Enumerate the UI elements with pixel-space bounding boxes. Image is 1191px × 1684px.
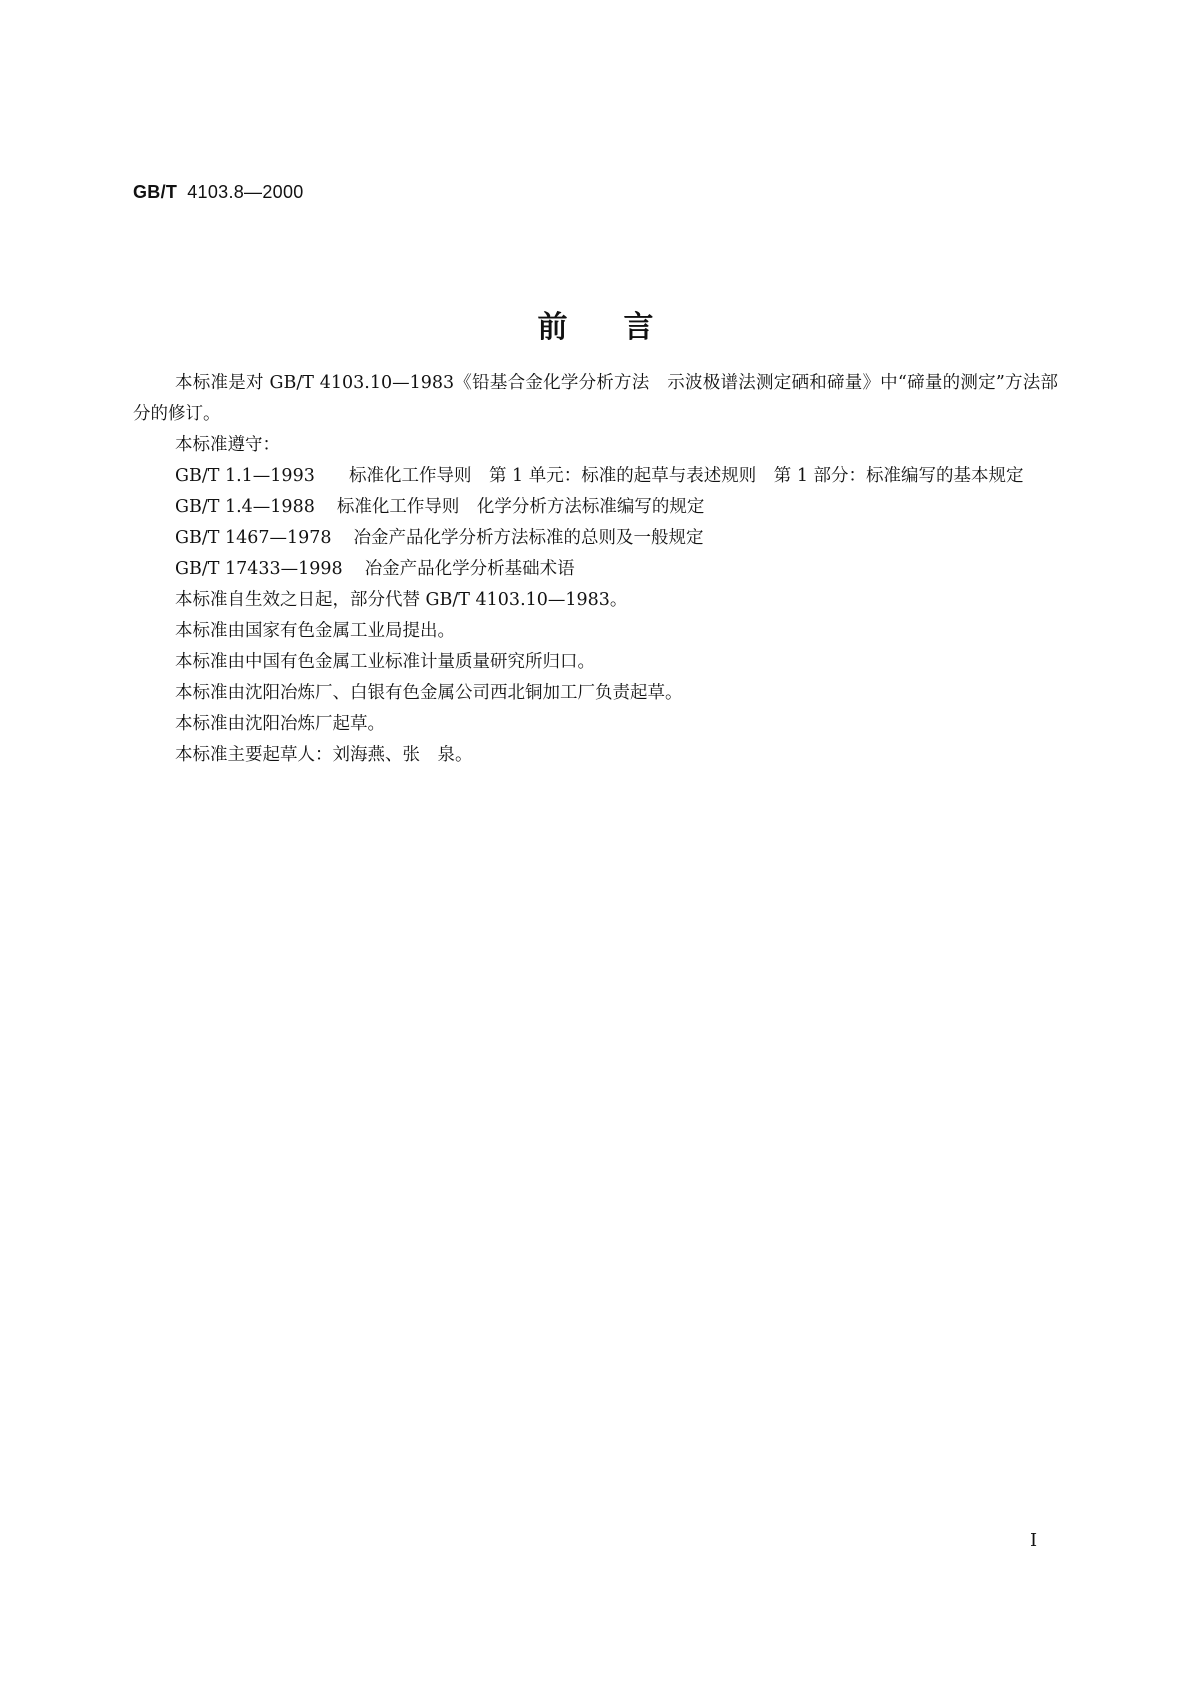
- reference-title: 标准化工作导则 化学分析方法标准编写的规定: [336, 497, 705, 517]
- reference-code: GB/T 1.1—1993: [175, 466, 315, 486]
- reference-item: [133, 554, 1058, 585]
- reference-item: [133, 461, 1058, 492]
- standard-prefix: GB/T: [133, 182, 178, 202]
- page-title: 前言: [537, 310, 710, 345]
- statement-line: 本标准自生效之日起，部分代替 GB/T 4103.10—1983。: [175, 590, 628, 610]
- comply-line: 本标准遵守：: [175, 435, 280, 455]
- standard-number: 4103.8—2000: [187, 182, 304, 202]
- reference-code: GB/T 17433—1998: [175, 559, 343, 579]
- reference-title: 冶金产品化学分析方法标准的总则及一般规定: [353, 528, 704, 548]
- intro-paragraph: 本标准是对 GB/T 4103.10—1983《铅基合金化学分析方法 示波极谱法测定硒和碲量》中“碲量的测定”方法部分的修订。: [133, 373, 1058, 424]
- reference-code: GB/T 1.4—1988: [175, 497, 315, 517]
- statement-line: 本标准由中国有色金属工业标准计量质量研究所归口。: [175, 652, 595, 672]
- reference-title: 标准化工作导则 第 1 单元：标准的起草与表述规则 第 1 部分：标准编写的基本规定: [349, 466, 1024, 486]
- page-number: I: [1030, 1530, 1038, 1551]
- statement-line: 本标准由沈阳冶炼厂起草。: [175, 714, 385, 734]
- statement-line: 本标准由沈阳冶炼厂、白银有色金属公司西北铜加工厂负责起草。: [175, 683, 683, 703]
- reference-item: [133, 523, 1058, 554]
- statement-line: 本标准主要起草人：刘海燕、张 泉。: [175, 745, 473, 765]
- reference-title: 冶金产品化学分析基础术语: [364, 559, 575, 579]
- reference-code: GB/T 1467—1978: [175, 528, 332, 548]
- standard-number-header: [133, 182, 304, 203]
- foreword-body: [133, 368, 1058, 771]
- reference-item: [133, 492, 1058, 523]
- statement-line: 本标准由国家有色金属工业局提出。: [175, 621, 455, 641]
